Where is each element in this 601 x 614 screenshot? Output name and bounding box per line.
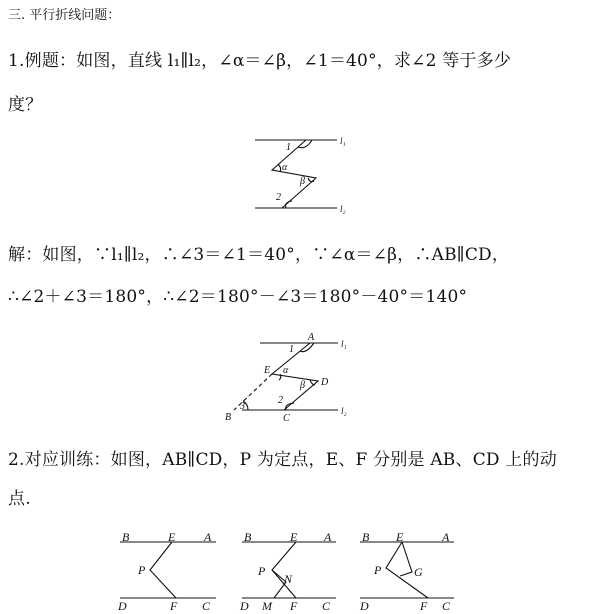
figure-exercise-c [356, 530, 462, 614]
figure-exercise-a [116, 530, 222, 614]
label-angle-3: 3 [240, 401, 245, 412]
label-P: P [374, 563, 382, 577]
label-A: A [204, 530, 212, 544]
label-B: B [122, 530, 130, 544]
label-D: D [360, 599, 369, 613]
label-E: E [168, 530, 176, 544]
label-angle-1: 1 [289, 344, 294, 355]
label-M: M [262, 599, 272, 613]
label-N: N [284, 572, 293, 586]
label-E: E [290, 530, 298, 544]
path-EPF [272, 542, 296, 598]
label-F: F [290, 599, 298, 613]
figure-parallel-zigzag [240, 128, 360, 218]
figure-exercise-b [238, 530, 344, 614]
section-title: 三. 平行折线问题： [8, 8, 121, 23]
exercise-text-line1: 2.对应训练：如图，AB∥CD，P 为定点，E、F 分别是 AB、CD 上的动 [8, 450, 557, 470]
path-EPF [150, 542, 176, 598]
path-EGP [400, 542, 412, 576]
label-angle-1: 1 [286, 142, 291, 153]
label-l2: l₂ [341, 406, 347, 416]
label-P: P [258, 564, 266, 578]
label-F: F [170, 599, 178, 613]
label-point-A: A [308, 332, 315, 343]
label-A: A [324, 530, 332, 544]
label-E: E [396, 530, 404, 544]
label-B: B [362, 530, 370, 544]
label-A: A [442, 530, 450, 544]
figure-solution-zigzag [222, 330, 362, 425]
label-angle-2: 2 [278, 395, 283, 406]
angle-1-arc [300, 343, 314, 352]
label-l2: l₂ [340, 204, 346, 214]
label-angle-beta: β [300, 176, 305, 187]
label-angle-2: 2 [276, 192, 281, 203]
label-angle-alpha: α [283, 365, 289, 376]
label-C: C [322, 599, 331, 613]
solution-text-line2: ∴∠2＋∠3＝180°，∴∠2＝180°－∠3＝180°－40°＝140° [8, 287, 468, 307]
label-G: G [414, 565, 423, 579]
label-C: C [442, 599, 451, 613]
label-C: C [202, 599, 211, 613]
label-angle-alpha: α [282, 162, 288, 173]
exercise-text-line2: 点. [8, 489, 31, 509]
solution-text-line1: 解：如图，∵l₁∥l₂，∴∠3＝∠1＝40°，∵∠α＝∠β，∴AB∥CD， [8, 245, 510, 265]
angle-beta-arc [308, 178, 314, 182]
label-D: D [240, 599, 249, 613]
label-point-C: C [283, 413, 290, 424]
label-point-B: B [225, 412, 232, 423]
label-D: D [118, 599, 127, 613]
example-text-line2: 度？ [8, 95, 43, 115]
example-text-line1: 1.例题：如图，直线 l₁∥l₂，∠α＝∠β，∠1＝40°，求∠2 等于多少 [8, 51, 512, 71]
label-point-D: D [321, 377, 329, 388]
label-P: P [138, 563, 146, 577]
label-F: F [420, 599, 428, 613]
label-angle-beta: β [300, 380, 305, 391]
label-l1: l₁ [341, 339, 347, 349]
label-point-E: E [264, 365, 271, 376]
label-B: B [244, 530, 252, 544]
label-l1: l₁ [340, 136, 346, 146]
angle-2-arc [286, 403, 294, 410]
